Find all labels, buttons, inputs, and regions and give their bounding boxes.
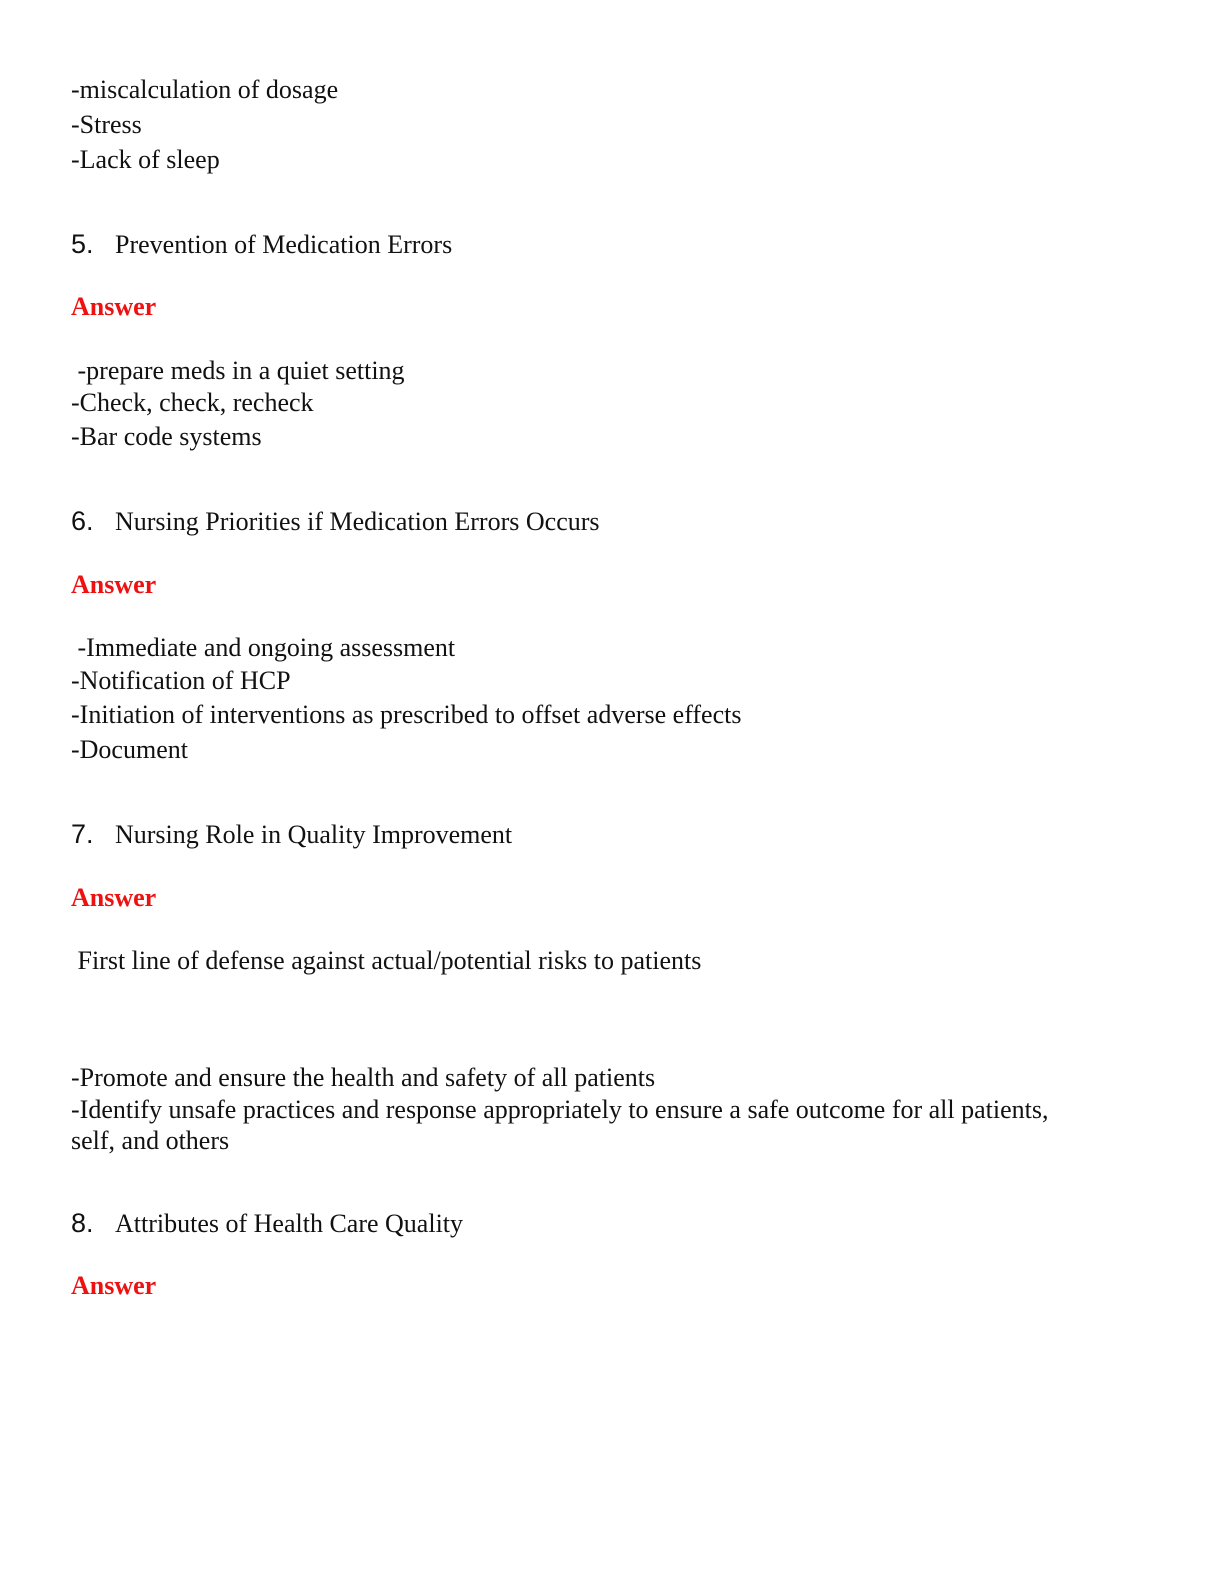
text-line: -Bar code systems [71,422,262,451]
section-title: Prevention of Medication Errors [115,230,453,259]
text-line: self, and others [71,1126,230,1155]
answer-label: Answer [71,1271,157,1300]
text-line: -Lack of sleep [71,145,220,174]
section-heading [71,506,600,537]
section-number: 8. [71,1208,94,1238]
answer-label: Answer [71,883,157,912]
text-line: -miscalculation of dosage [71,75,339,104]
section-heading [71,819,512,850]
text-line: -Notification of HCP [71,666,291,695]
text-line: -Document [71,735,188,764]
section-title: Nursing Priorities if Medication Errors Occurs [115,507,600,536]
text-line: -Stress [71,110,142,139]
text-line: -Check, check, recheck [71,388,314,417]
text-line: -Identify unsafe practices and response appropriately to ensure a safe outcome for all patients, [71,1095,1049,1124]
section-heading [71,1208,463,1239]
section-heading [71,229,452,260]
section-title: Nursing Role in Quality Improvement [115,820,513,849]
text-line: -Initiation of interventions as prescribed to offset adverse effects [71,700,742,729]
section-number: 6. [71,506,94,536]
answer-label: Answer [71,570,157,599]
answer-label: Answer [71,292,157,321]
section-number: 5. [71,229,94,259]
section-title: Attributes of Health Care Quality [115,1209,464,1238]
text-line: -Immediate and ongoing assessment [71,633,456,662]
text-line: -prepare meds in a quiet setting [71,356,405,385]
text-line: -Promote and ensure the health and safety of all patients [71,1063,656,1092]
section-number: 7. [71,819,94,849]
text-line: First line of defense against actual/potential risks to patients [71,946,702,975]
